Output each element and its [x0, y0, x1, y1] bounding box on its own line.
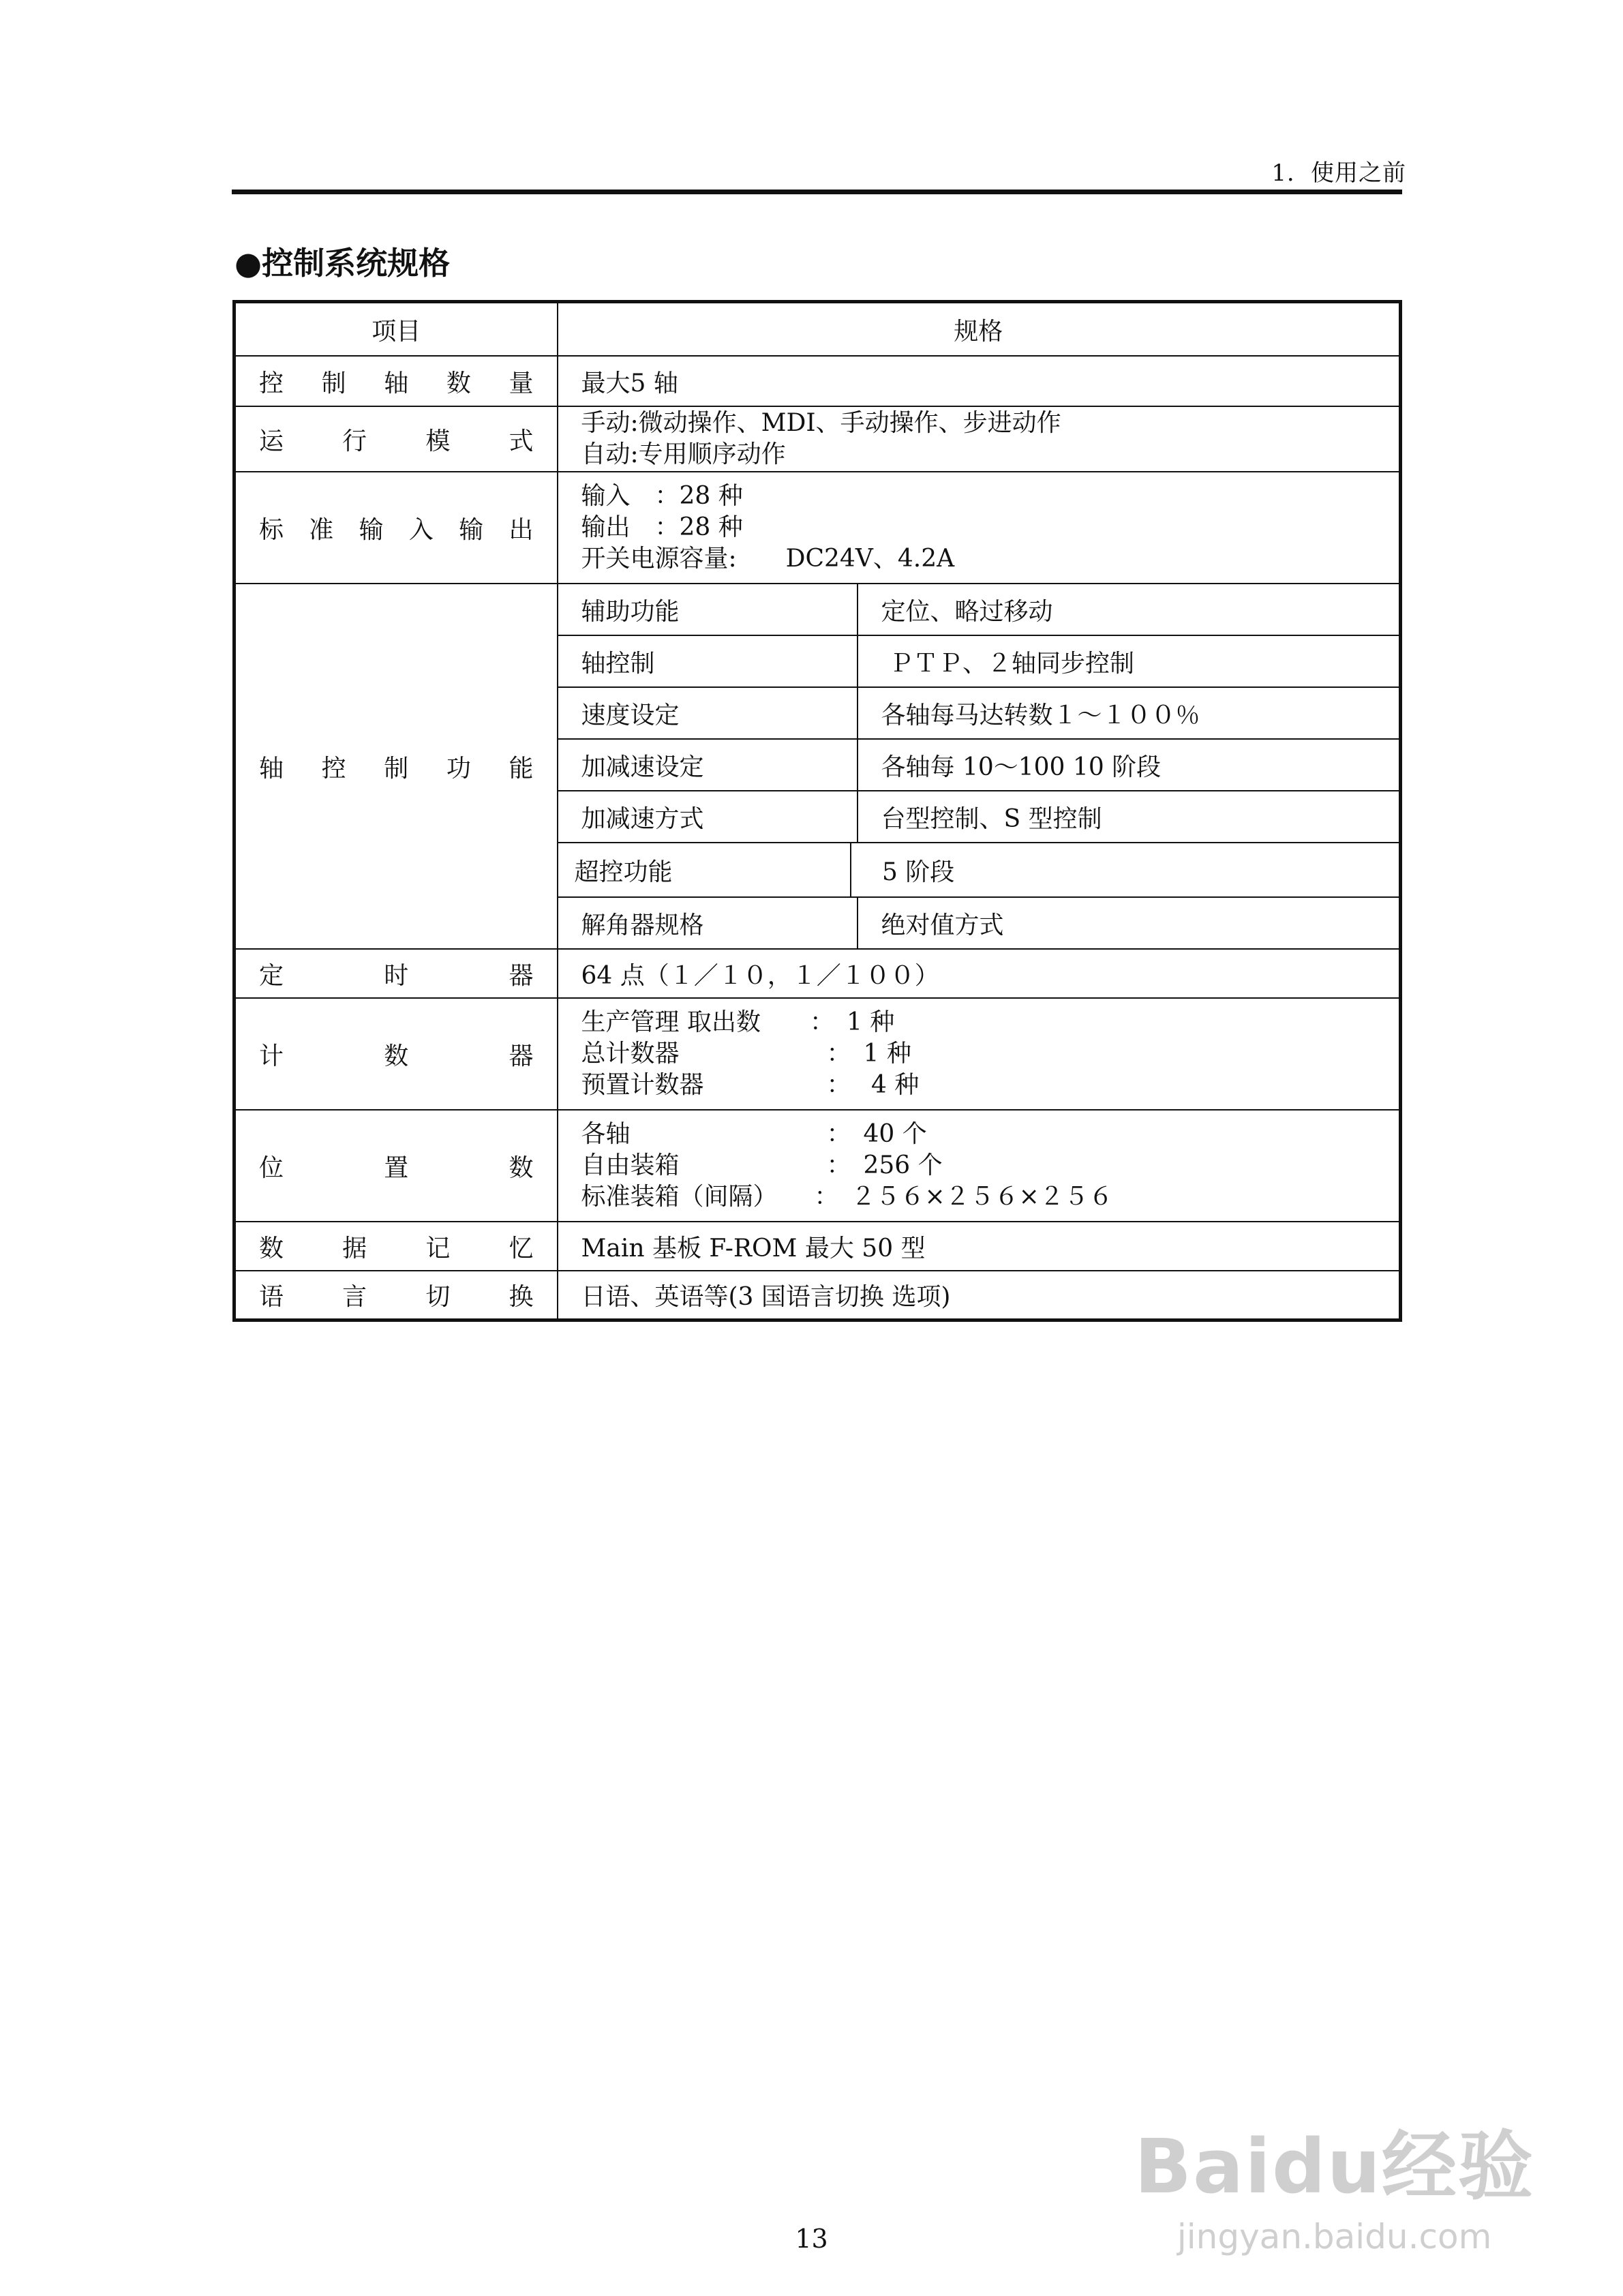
value-line: 开关电源容量: DC24V、4.2A — [581, 545, 955, 573]
header-item: 项目 — [234, 302, 558, 357]
value-line: 输出 ：28 种 — [581, 513, 743, 541]
sub-name: 加减速设定 — [558, 740, 858, 790]
row-axes — [234, 356, 1401, 406]
sub-value: 各轴每 10～100 10 阶段 — [881, 753, 1162, 781]
row-label: 轴控制功能 — [234, 584, 558, 949]
sub-row — [558, 584, 1401, 635]
sub-value: 台型控制、S 型控制 — [881, 804, 1102, 833]
watermark-logo: Baidu经验 — [1134, 2123, 1534, 2210]
row-label: 定时器 — [234, 949, 558, 998]
sub-row — [558, 897, 1401, 949]
value-line: 自动:专用顺序动作 — [581, 440, 786, 468]
row-value: 最大5 轴 — [558, 356, 1401, 406]
sub-row — [558, 687, 1401, 739]
sub-name: 辅助功能 — [558, 584, 858, 635]
row-label: 位置数 — [234, 1110, 558, 1222]
row-value: Main 基板 F-ROM 最大 50 型 — [558, 1222, 1401, 1271]
row-value: 日语、英语等(3 国语言切换 选项) — [558, 1271, 1401, 1320]
row-timer — [234, 949, 1401, 998]
section-title: ●控制系统规格 — [234, 245, 451, 282]
sub-value: 5 阶段 — [874, 858, 955, 886]
row-label: 标准输入输出 — [234, 472, 558, 584]
sub-value: ＰＴＰ、２轴同步控制 — [881, 649, 1134, 678]
watermark-url: jingyan.baidu.com — [1177, 2217, 1492, 2256]
value-line: 预置计数器 ： 4 种 — [581, 1071, 920, 1099]
value-line: 自由装箱 ： 256 个 — [581, 1151, 943, 1179]
table-header-row — [234, 302, 1401, 357]
sub-name: 解角器规格 — [558, 898, 858, 948]
row-label: 计数器 — [234, 998, 558, 1110]
row-position — [234, 1110, 1401, 1222]
sub-name: 速度设定 — [558, 688, 858, 738]
value-line: 生产管理 取出数 ： 1 种 — [581, 1008, 895, 1036]
sub-row — [558, 843, 1401, 897]
row-label: 控制轴数量 — [234, 356, 558, 406]
sub-name: 超控功能 — [558, 843, 851, 896]
row-value — [558, 1110, 1401, 1222]
spec-table — [232, 300, 1402, 1322]
chapter-header: 1．使用之前 — [1271, 160, 1406, 187]
page-number: 13 — [795, 2224, 828, 2254]
sub-value: 定位、略过移动 — [881, 597, 1053, 626]
value-line: 手动:微动操作、MDI、手动操作、步进动作 — [581, 409, 1061, 437]
sub-row — [558, 739, 1401, 791]
sub-name: 轴控制 — [558, 636, 858, 686]
row-counter — [234, 998, 1401, 1110]
header-rule — [232, 190, 1402, 194]
row-label: 运行模式 — [234, 406, 558, 472]
row-memory — [234, 1222, 1401, 1271]
row-value: 64 点（１／１０，１／１００） — [558, 949, 1401, 998]
baidu-watermark — [1134, 2106, 1534, 2256]
sub-value: 绝对值方式 — [881, 911, 1004, 939]
row-value — [558, 998, 1401, 1110]
row-axis-control — [234, 584, 1401, 635]
sub-value: 各轴每马达转数１～１００％ — [881, 701, 1200, 729]
header-spec: 规格 — [558, 302, 1401, 357]
sub-row — [558, 635, 1401, 687]
row-io — [234, 472, 1401, 584]
value-line: 总计数器 ： 1 种 — [581, 1040, 911, 1068]
row-value — [558, 406, 1401, 472]
value-line: 输入 ：28 种 — [581, 482, 743, 510]
row-label: 语言切换 — [234, 1271, 558, 1320]
value-line: 各轴 ： 40 个 — [581, 1120, 927, 1148]
row-mode — [234, 406, 1401, 472]
value-line: 标准装箱（间隔） ： ２５６×２５６×２５６ — [581, 1183, 1113, 1211]
row-value — [558, 472, 1401, 584]
sub-row — [558, 791, 1401, 843]
sub-name: 加减速方式 — [558, 791, 858, 842]
row-label: 数据记忆 — [234, 1222, 558, 1271]
row-language — [234, 1271, 1401, 1320]
